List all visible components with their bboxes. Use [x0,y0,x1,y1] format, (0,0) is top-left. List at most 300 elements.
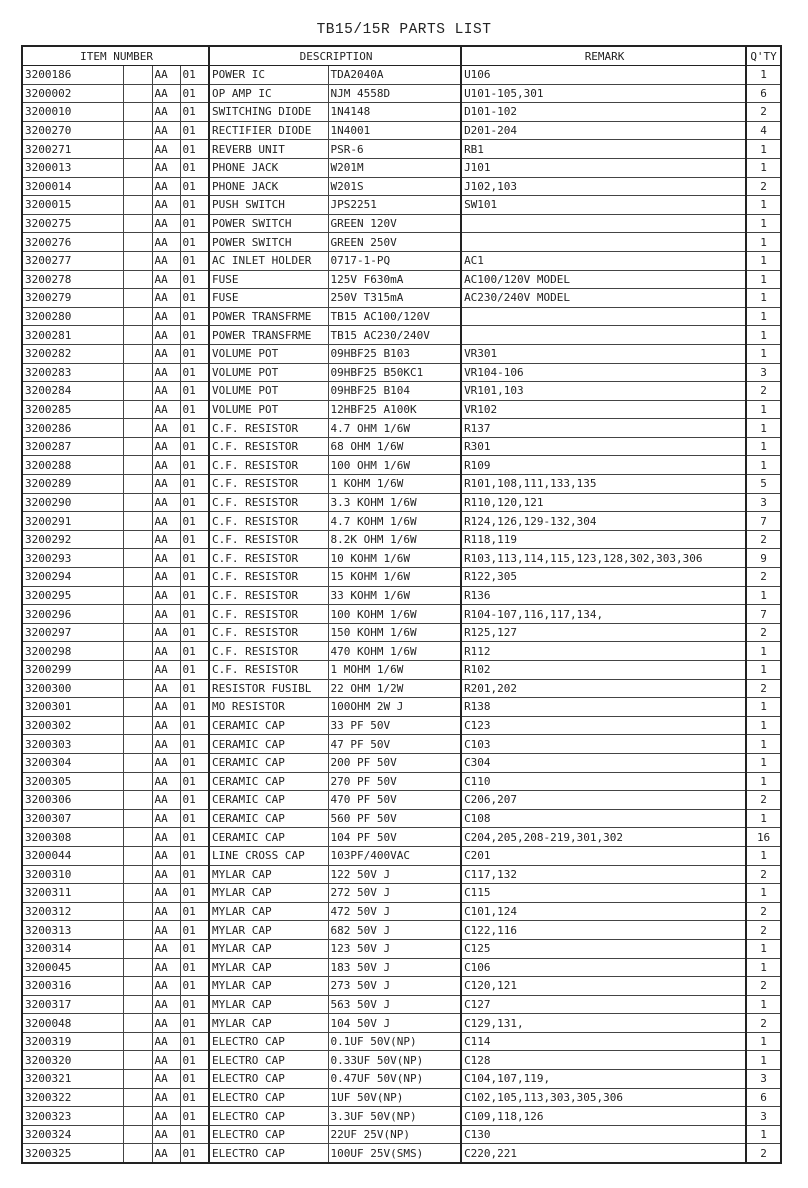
item-blank [123,66,152,85]
item-spec: TB15 AC230/240V [328,326,461,345]
item-rev: 01 [180,772,209,791]
item-name: CERAMIC CAP [209,716,328,735]
item-name: ELECTRO CAP [209,1144,328,1163]
item-code: 3200286 [22,419,123,438]
item-rev: 01 [180,512,209,531]
item-grade: AA [152,363,180,382]
table-row [22,233,781,252]
item-spec: 0.47UF 50V(NP) [328,1070,461,1089]
item-grade: AA [152,66,180,85]
item-code: 3200013 [22,158,123,177]
item-spec: W201M [328,158,461,177]
table-row [22,121,781,140]
item-rev: 01 [180,493,209,512]
item-name: ELECTRO CAP [209,1107,328,1126]
item-name: C.F. RESISTOR [209,642,328,661]
item-name: C.F. RESISTOR [209,661,328,680]
item-grade: AA [152,158,180,177]
item-qty: 2 [746,977,781,996]
item-spec: GREEN 250V [328,233,461,252]
item-name: MO RESISTOR [209,698,328,717]
item-code: 3200278 [22,270,123,289]
item-rev: 01 [180,1014,209,1033]
item-code: 3200301 [22,698,123,717]
item-qty: 2 [746,530,781,549]
item-grade: AA [152,121,180,140]
item-remark: C130 [461,1125,746,1144]
item-blank [123,363,152,382]
table-row [22,661,781,680]
item-remark: U101-105,301 [461,84,746,103]
item-name: VOLUME POT [209,363,328,382]
item-grade: AA [152,753,180,772]
item-blank [123,84,152,103]
table-row [22,902,781,921]
item-qty: 1 [746,456,781,475]
item-grade: AA [152,196,180,215]
item-rev: 01 [180,1107,209,1126]
table-row [22,939,781,958]
item-grade: AA [152,84,180,103]
item-grade: AA [152,568,180,587]
item-grade: AA [152,791,180,810]
item-qty: 1 [746,196,781,215]
item-spec: 33 KOHM 1/6W [328,586,461,605]
item-grade: AA [152,1107,180,1126]
item-name: MYLAR CAP [209,939,328,958]
item-qty: 3 [746,493,781,512]
item-spec: W201S [328,177,461,196]
item-qty: 1 [746,326,781,345]
table-row [22,605,781,624]
item-spec: 68 OHM 1/6W [328,437,461,456]
item-spec: 200 PF 50V [328,753,461,772]
item-code: 3200316 [22,977,123,996]
item-code: 3200300 [22,679,123,698]
item-grade: AA [152,140,180,159]
item-remark: AC1 [461,251,746,270]
item-qty: 3 [746,1070,781,1089]
item-code: 3200275 [22,214,123,233]
item-grade: AA [152,605,180,624]
item-spec: 22 OHM 1/2W [328,679,461,698]
item-qty: 2 [746,921,781,940]
item-rev: 01 [180,568,209,587]
item-name: VOLUME POT [209,400,328,419]
item-grade: AA [152,1014,180,1033]
item-rev: 01 [180,1032,209,1051]
item-name: VOLUME POT [209,344,328,363]
item-rev: 01 [180,419,209,438]
item-rev: 01 [180,382,209,401]
item-qty: 1 [746,753,781,772]
item-rev: 01 [180,1088,209,1107]
item-remark: R102 [461,661,746,680]
item-code: 3200288 [22,456,123,475]
item-spec: 560 PF 50V [328,809,461,828]
item-qty: 1 [746,289,781,308]
item-qty: 1 [746,344,781,363]
item-qty: 1 [746,958,781,977]
item-name: ELECTRO CAP [209,1032,328,1051]
item-code: 3200295 [22,586,123,605]
item-code: 3200284 [22,382,123,401]
item-remark: VR301 [461,344,746,363]
item-code: 3200291 [22,512,123,531]
item-code: 3200186 [22,66,123,85]
item-code: 3200313 [22,921,123,940]
item-grade: AA [152,995,180,1014]
table-row [22,586,781,605]
table-row [22,66,781,85]
item-name: SWITCHING DIODE [209,103,328,122]
item-rev: 01 [180,196,209,215]
item-grade: AA [152,884,180,903]
table-row [22,437,781,456]
item-remark: R110,120,121 [461,493,746,512]
item-qty: 3 [746,363,781,382]
item-spec: 09HBF25 B104 [328,382,461,401]
item-blank [123,289,152,308]
item-rev: 01 [180,846,209,865]
table-row [22,642,781,661]
item-code: 3200321 [22,1070,123,1089]
table-row [22,326,781,345]
item-remark [461,307,746,326]
item-remark: C122,116 [461,921,746,940]
item-code: 3200279 [22,289,123,308]
item-code: 3200276 [22,233,123,252]
item-grade: AA [152,865,180,884]
item-spec: 472 50V J [328,902,461,921]
table-row [22,1032,781,1051]
table-row [22,214,781,233]
item-grade: AA [152,1051,180,1070]
item-blank [123,344,152,363]
item-rev: 01 [180,586,209,605]
item-remark: C129,131, [461,1014,746,1033]
item-remark: C206,207 [461,791,746,810]
item-rev: 01 [180,939,209,958]
item-remark [461,233,746,252]
item-qty: 2 [746,568,781,587]
item-blank [123,1125,152,1144]
item-qty: 6 [746,84,781,103]
item-blank [123,772,152,791]
item-rev: 01 [180,977,209,996]
table-row [22,1051,781,1070]
item-grade: AA [152,214,180,233]
item-code: 3200290 [22,493,123,512]
item-blank [123,1107,152,1126]
item-blank [123,977,152,996]
item-grade: AA [152,921,180,940]
item-rev: 01 [180,995,209,1014]
item-qty: 2 [746,1014,781,1033]
item-remark: J102,103 [461,177,746,196]
parts-table-body [22,66,781,1164]
item-qty: 6 [746,1088,781,1107]
item-grade: AA [152,326,180,345]
item-rev: 01 [180,1051,209,1070]
item-code: 3200285 [22,400,123,419]
item-code: 3200298 [22,642,123,661]
item-grade: AA [152,716,180,735]
item-blank [123,419,152,438]
item-remark: R101,108,111,133,135 [461,475,746,494]
item-rev: 01 [180,270,209,289]
item-spec: 122 50V J [328,865,461,884]
item-rev: 01 [180,1144,209,1163]
item-qty: 1 [746,1125,781,1144]
item-remark: R122,305 [461,568,746,587]
item-name: PUSH SWITCH [209,196,328,215]
item-grade: AA [152,344,180,363]
table-row [22,995,781,1014]
item-spec: 4.7 OHM 1/6W [328,419,461,438]
table-row [22,289,781,308]
item-spec: 682 50V J [328,921,461,940]
item-spec: 33 PF 50V [328,716,461,735]
table-row [22,623,781,642]
item-code: 3200297 [22,623,123,642]
item-qty: 1 [746,214,781,233]
item-grade: AA [152,846,180,865]
item-name: POWER TRANSFRME [209,326,328,345]
item-code: 3200310 [22,865,123,884]
item-blank [123,623,152,642]
item-remark: C304 [461,753,746,772]
item-blank [123,568,152,587]
item-remark: R109 [461,456,746,475]
item-spec: 125V F630mA [328,270,461,289]
table-row [22,140,781,159]
table-row [22,716,781,735]
item-grade: AA [152,419,180,438]
item-code: 3200044 [22,846,123,865]
item-spec: 12HBF25 A100K [328,400,461,419]
item-name: MYLAR CAP [209,995,328,1014]
item-blank [123,382,152,401]
item-name: MYLAR CAP [209,977,328,996]
item-name: LINE CROSS CAP [209,846,328,865]
table-row [22,679,781,698]
item-qty: 2 [746,103,781,122]
item-code: 3200324 [22,1125,123,1144]
item-blank [123,493,152,512]
item-rev: 01 [180,661,209,680]
item-remark: R136 [461,586,746,605]
item-spec: 1N4148 [328,103,461,122]
item-code: 3200002 [22,84,123,103]
table-row [22,307,781,326]
item-code: 3200319 [22,1032,123,1051]
item-code: 3200302 [22,716,123,735]
item-blank [123,1070,152,1089]
item-name: C.F. RESISTOR [209,493,328,512]
table-row [22,735,781,754]
item-name: C.F. RESISTOR [209,623,328,642]
item-grade: AA [152,530,180,549]
table-row [22,772,781,791]
item-grade: AA [152,103,180,122]
item-rev: 01 [180,289,209,308]
item-blank [123,661,152,680]
item-grade: AA [152,1088,180,1107]
table-row [22,158,781,177]
table-row [22,1125,781,1144]
item-code: 3200289 [22,475,123,494]
item-name: MYLAR CAP [209,865,328,884]
item-blank [123,121,152,140]
item-code: 3200308 [22,828,123,847]
item-grade: AA [152,661,180,680]
item-spec: 104 PF 50V [328,828,461,847]
item-rev: 01 [180,475,209,494]
item-spec: 15 KOHM 1/6W [328,568,461,587]
item-rev: 01 [180,437,209,456]
item-code: 3200014 [22,177,123,196]
item-blank [123,828,152,847]
item-name: C.F. RESISTOR [209,456,328,475]
item-name: C.F. RESISTOR [209,568,328,587]
table-row [22,921,781,940]
item-blank [123,1144,152,1163]
item-code: 3200317 [22,995,123,1014]
item-spec: 09HBF25 B50KC1 [328,363,461,382]
table-row [22,456,781,475]
item-name: CERAMIC CAP [209,828,328,847]
item-spec: 100OHM 2W J [328,698,461,717]
item-name: C.F. RESISTOR [209,605,328,624]
item-remark: VR102 [461,400,746,419]
table-row [22,884,781,903]
item-qty: 2 [746,902,781,921]
item-qty: 1 [746,846,781,865]
item-spec: 1UF 50V(NP) [328,1088,461,1107]
item-spec: 123 50V J [328,939,461,958]
item-spec: TB15 AC100/120V [328,307,461,326]
item-name: C.F. RESISTOR [209,549,328,568]
item-spec: 183 50V J [328,958,461,977]
item-code: 3200277 [22,251,123,270]
item-code: 3200282 [22,344,123,363]
item-grade: AA [152,809,180,828]
item-grade: AA [152,958,180,977]
item-name: CERAMIC CAP [209,809,328,828]
item-remark: R125,127 [461,623,746,642]
item-code: 3200281 [22,326,123,345]
item-name: MYLAR CAP [209,902,328,921]
item-blank [123,1051,152,1070]
item-spec: 47 PF 50V [328,735,461,754]
item-qty: 1 [746,307,781,326]
item-qty: 1 [746,1032,781,1051]
item-name: C.F. RESISTOR [209,512,328,531]
item-blank [123,456,152,475]
item-spec: JPS2251 [328,196,461,215]
table-row [22,270,781,289]
item-qty: 1 [746,642,781,661]
item-name: ELECTRO CAP [209,1125,328,1144]
item-name: ELECTRO CAP [209,1051,328,1070]
item-rev: 01 [180,326,209,345]
item-spec: 22UF 25V(NP) [328,1125,461,1144]
item-spec: 563 50V J [328,995,461,1014]
item-code: 3200015 [22,196,123,215]
item-spec: 103PF/400VAC [328,846,461,865]
item-blank [123,921,152,940]
table-row [22,1107,781,1126]
item-grade: AA [152,456,180,475]
item-spec: 10 KOHM 1/6W [328,549,461,568]
item-qty: 2 [746,623,781,642]
item-rev: 01 [180,214,209,233]
item-spec: 0.1UF 50V(NP) [328,1032,461,1051]
item-qty: 1 [746,809,781,828]
item-blank [123,177,152,196]
item-code: 3200293 [22,549,123,568]
header-remark: REMARK [461,46,746,66]
item-rev: 01 [180,623,209,642]
item-remark: C128 [461,1051,746,1070]
item-remark [461,214,746,233]
item-blank [123,902,152,921]
item-rev: 01 [180,456,209,475]
item-blank [123,1032,152,1051]
item-code: 3200312 [22,902,123,921]
item-remark [461,326,746,345]
item-remark: C115 [461,884,746,903]
item-name: POWER SWITCH [209,214,328,233]
table-row [22,549,781,568]
item-name: POWER SWITCH [209,233,328,252]
item-remark: C120,121 [461,977,746,996]
table-row [22,1144,781,1163]
item-spec: 470 KOHM 1/6W [328,642,461,661]
item-spec: 104 50V J [328,1014,461,1033]
item-spec: 3.3UF 50V(NP) [328,1107,461,1126]
table-row [22,196,781,215]
table-row [22,828,781,847]
item-blank [123,475,152,494]
item-qty: 1 [746,66,781,85]
item-name: ELECTRO CAP [209,1070,328,1089]
item-grade: AA [152,1032,180,1051]
item-qty: 1 [746,884,781,903]
item-qty: 2 [746,382,781,401]
item-grade: AA [152,549,180,568]
item-code: 3200323 [22,1107,123,1126]
item-spec: 150 KOHM 1/6W [328,623,461,642]
item-grade: AA [152,1125,180,1144]
item-remark: R124,126,129-132,304 [461,512,746,531]
item-name: C.F. RESISTOR [209,437,328,456]
item-name: OP AMP IC [209,84,328,103]
item-code: 3200292 [22,530,123,549]
item-name: CERAMIC CAP [209,735,328,754]
item-grade: AA [152,400,180,419]
item-spec: PSR-6 [328,140,461,159]
table-row [22,1088,781,1107]
item-rev: 01 [180,1070,209,1089]
item-code: 3200306 [22,791,123,810]
item-spec: TDA2040A [328,66,461,85]
header-description: DESCRIPTION [209,46,461,66]
item-blank [123,939,152,958]
item-blank [123,270,152,289]
item-name: ELECTRO CAP [209,1088,328,1107]
